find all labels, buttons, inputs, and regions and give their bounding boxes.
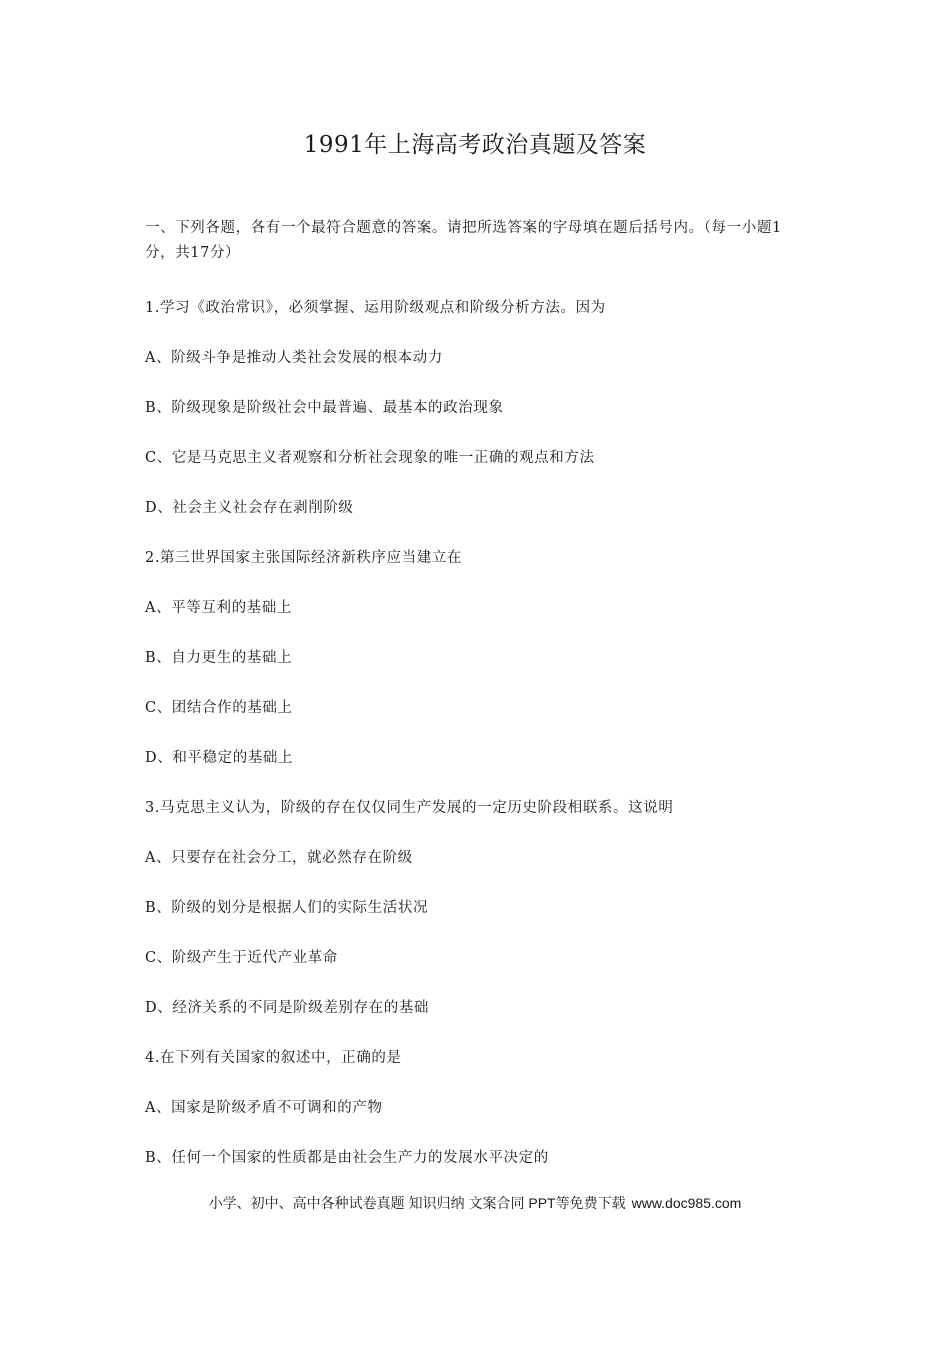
question-4-option-a: A、国家是阶级矛盾不可调和的产物 xyxy=(145,1100,383,1116)
question-2: 2.第三世界国家主张国际经济新秩序应当建立在 xyxy=(145,550,463,566)
footer-text: 小学、初中、高中各种试卷真题 知识归纳 文案合同 PPT等免费下载 xyxy=(208,1195,626,1211)
question-2-option-a: A、平等互利的基础上 xyxy=(145,600,292,616)
question-1-option-a: A、阶级斗争是推动人类社会发展的根本动力 xyxy=(145,350,443,366)
question-2-option-d: D、和平稳定的基础上 xyxy=(145,750,294,766)
footer-url: www.doc985.com xyxy=(631,1195,742,1211)
page-footer xyxy=(0,1193,950,1213)
question-3-option-b: B、阶级的划分是根据人们的实际生活状况 xyxy=(145,900,429,916)
question-2-option-c: C、团结合作的基础上 xyxy=(145,700,293,716)
question-3-option-c: C、阶级产生于近代产业革命 xyxy=(145,950,338,966)
question-1-option-c: C、它是马克思主义者观察和分析社会现象的唯一正确的观点和方法 xyxy=(145,450,595,466)
question-1-option-d: D、社会主义社会存在剥削阶级 xyxy=(145,500,354,516)
question-1-option-b: B、阶级现象是阶级社会中最普遍、最基本的政治现象 xyxy=(145,400,504,416)
question-4: 4.在下列有关国家的叙述中，正确的是 xyxy=(145,1050,402,1066)
question-3-option-a: A、只要存在社会分工，就必然存在阶级 xyxy=(145,850,413,866)
question-3-option-d: D、经济关系的不同是阶级差别存在的基础 xyxy=(145,1000,430,1016)
section-instructions: 一、下列各题，各有一个最符合题意的答案。请把所选答案的字母填在题后括号内。（每一小题1分，共17分） xyxy=(145,220,782,261)
question-2-option-b: B、自力更生的基础上 xyxy=(145,650,293,666)
question-4-option-b: B、任何一个国家的性质都是由社会生产力的发展水平决定的 xyxy=(145,1150,549,1166)
document-title: 1991年上海高考政治真题及答案 xyxy=(303,132,647,158)
question-1: 1.学习《政治常识》，必须掌握、运用阶级观点和阶级分析方法。因为 xyxy=(145,300,606,316)
question-3: 3.马克思主义认为，阶级的存在仅仅同生产发展的一定历史阶段相联系。这说明 xyxy=(145,800,674,816)
